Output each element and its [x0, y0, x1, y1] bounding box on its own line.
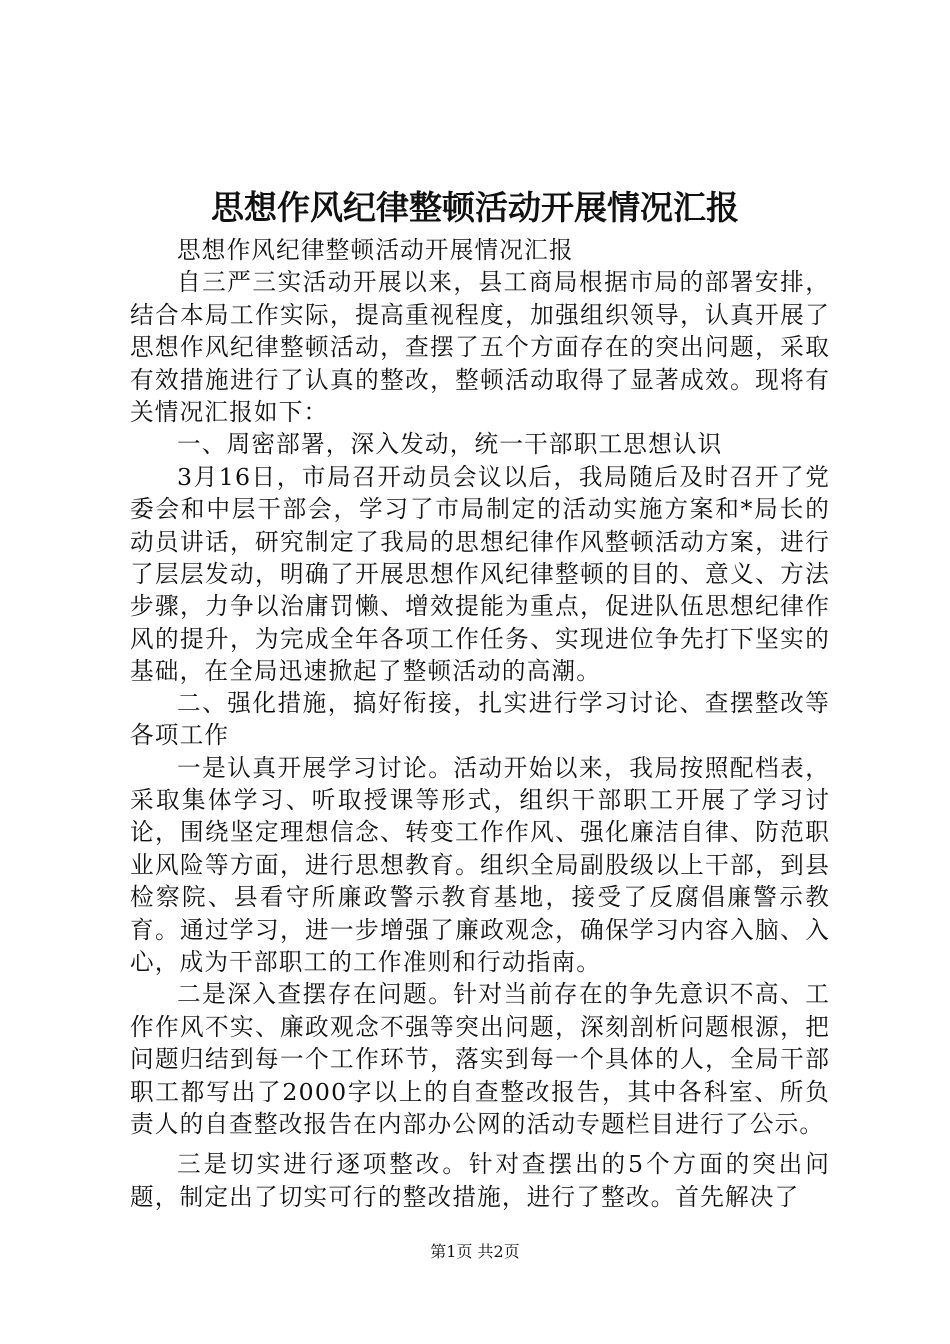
document-body	[130, 234, 830, 1213]
page-footer: 第1页 共2页	[430, 1242, 520, 1261]
document-title: 思想作风纪律整顿活动开展情况汇报	[211, 188, 739, 227]
paragraph: 3月16日，市局召开动员会议以后，我局随后及时召开了党委会和中层干部会，学习了市局制定的活动实施方案和*局长的动员讲话，研究制定了我局的思想纪律作风整顿活动方案，进行了层层发动，明确了开展思想作风纪律整顿的目的、意义、方法步骤，力争以治庸罚懒、增效提能为重点，促进队伍思想纪律作风的提升，为完成全年各项工作任务、实现进位争先打下坚实的基础，在全局迅速掀起了整顿活动的高潮。	[130, 462, 830, 686]
paragraph-subtitle: 思想作风纪律整顿活动开展情况汇报	[177, 236, 574, 264]
paragraph: 三是切实进行逐项整改。针对查摆出的5个方面的突出问题，制定出了切实可行的整改措施，进行了整改。首先解决了	[130, 1150, 830, 1211]
section-heading-2: 二、强化措施，搞好衔接，扎实进行学习讨论、查摆整改等各项工作	[130, 688, 830, 750]
paragraph: 二是深入查摆存在问题。针对当前存在的争先意识不高、工作作风不实、廉政观念不强等突出问题，深刻剖析问题根源，把问题归结到每一个工作环节，落实到每一个具体的人，全局干部职工都写出了2000字以上的自查整改报告，其中各科室、所负责人的自查整改报告在内部办公网的活动专题栏目进行了公示。	[130, 980, 830, 1138]
paragraph: 一是认真开展学习讨论。活动开始以来，我局按照配档表，采取集体学习、听取授课等形式，组织干部职工开展了学习讨论，围绕坚定理想信念、转变工作作风、强化廉洁自律、防范职业风险等方面，进行思想教育。组织全局副股级以上干部，到县检察院、县看守所廉政警示教育基地，接受了反腐倡廉警示教育。通过学习，进一步增强了廉政观念，确保学习内容入脑、入心，成为干部职工的工作准则和行动指南。	[130, 753, 830, 976]
paragraph-intro: 自三严三实活动开展以来，县工商局根据市局的部署安排，结合本局工作实际，提高重视程度，加强组织领导，认真开展了思想作风纪律整顿活动，查摆了五个方面存在的突出问题，采取有效措施进行了认真的整改，整顿活动取得了显著成效。现将有关情况汇报如下：	[130, 268, 830, 427]
section-heading-1: 一、周密部署，深入发动，统一干部职工思想认识	[177, 430, 723, 459]
